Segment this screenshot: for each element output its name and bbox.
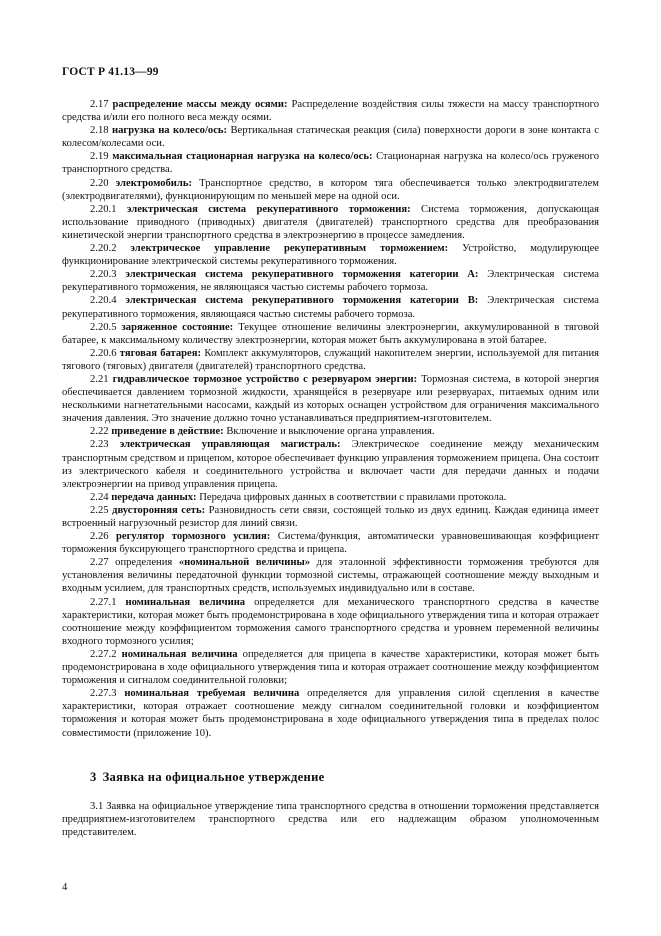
clause-number: 2.25 bbox=[90, 504, 109, 516]
clause-number: 2.22 bbox=[90, 426, 109, 438]
definition-paragraph bbox=[62, 124, 599, 150]
definition-paragraph bbox=[62, 504, 599, 530]
definition-paragraph bbox=[62, 530, 599, 556]
clause-number: 2.21 bbox=[90, 373, 109, 385]
clause-number: 2.20.6 bbox=[90, 347, 117, 359]
section-paragraph bbox=[62, 800, 599, 839]
section-number: 3 bbox=[90, 770, 97, 784]
definition-text: для эталонной эффективности торможения требуются для установления величины передаточной функции тормозной системы, отражающей соотношение между выходным и входным усилием, для транспортных средств, используемых индивидуально или в составе. bbox=[62, 557, 599, 595]
definition-paragraph bbox=[62, 596, 599, 648]
section-body bbox=[62, 800, 599, 839]
defined-term: максимальная стационарная нагрузка на колесо/ось: bbox=[112, 151, 373, 163]
defined-term: электрическая управляющая магистраль: bbox=[119, 439, 341, 451]
clause-number: 2.27.2 bbox=[90, 648, 117, 660]
definition-paragraph bbox=[62, 268, 599, 294]
definition-paragraph bbox=[62, 438, 599, 490]
definitions-body bbox=[62, 98, 599, 740]
defined-term: двусторонняя сеть: bbox=[112, 504, 206, 516]
clause-number: 2.23 bbox=[90, 439, 109, 451]
defined-term: приведение в действие: bbox=[111, 426, 224, 438]
clause-number: 2.20.2 bbox=[90, 243, 117, 255]
defined-term: номинальная величина bbox=[125, 596, 246, 608]
defined-term: тяговая батарея: bbox=[119, 347, 202, 359]
defined-term: «номинальной величины» bbox=[178, 557, 311, 569]
definition-text: Система торможения, допускающая использование приводного (приводных) двигателя (двигателей) транспортного средства для преобразования кинетической энергии транспортного средства в электроэнергию в процессе замедления. bbox=[62, 203, 600, 241]
defined-term: передача данных: bbox=[111, 491, 197, 503]
defined-term: электромобиль: bbox=[115, 177, 192, 189]
clause-number: 2.27.1 bbox=[90, 596, 117, 608]
defined-term: регулятор тормозного усилия: bbox=[116, 531, 271, 543]
defined-term: распределение массы между осями: bbox=[112, 99, 288, 110]
definition-text: Устройство, модулирующее функционирование электрической системы рекуперативного торможения. bbox=[62, 243, 599, 268]
definition-paragraph bbox=[62, 648, 599, 687]
defined-term: гидравлическое тормозное устройство с резервуаром энергии: bbox=[112, 373, 418, 385]
defined-term: электрическая система рекуперативного торможения категории В: bbox=[125, 295, 479, 307]
definition-text: Распределение воздействия силы тяжести на массу транспортного средства и/или его полного веса между осями. bbox=[62, 99, 599, 124]
defined-term: заряженное состояние: bbox=[121, 321, 234, 333]
standard-header: ГОСТ Р 41.13—99 bbox=[62, 66, 159, 78]
definition-paragraph bbox=[62, 294, 599, 320]
definition-text: определяется для механического транспортного средства в качестве характеристики, которая может быть продемонстрирована в ходе официального утверждения типа и которая отражает соотношение между коэффициентом торможения самого транспортного средства и уровнем переменной величины входного тормозного усилия; bbox=[62, 596, 599, 647]
definition-text: Стационарная нагрузка на колесо/ось груженого транспортного средства. bbox=[62, 151, 599, 176]
definition-text: Передача цифровых данных в соответствии с правилами протокола. bbox=[196, 491, 507, 503]
clause-lead-text: определения bbox=[108, 557, 179, 569]
definition-paragraph bbox=[62, 491, 599, 504]
clause-number: 2.27 bbox=[90, 557, 109, 569]
clause-number: 2.20 bbox=[90, 177, 109, 189]
clause-number: 2.17 bbox=[90, 99, 109, 110]
page-number: 4 bbox=[62, 882, 68, 893]
definition-paragraph bbox=[62, 177, 599, 203]
clause-number: 2.19 bbox=[90, 151, 109, 163]
defined-term: электрическое управление рекуперативным торможением: bbox=[130, 243, 449, 255]
clause-number: 2.27.3 bbox=[90, 688, 117, 700]
definition-text: Включение и выключение органа управления. bbox=[223, 426, 435, 438]
definition-text: Электрическая система рекуперативного торможения, являющаяся частью системы рабочего тормоза. bbox=[62, 295, 599, 320]
clause-number: 2.24 bbox=[90, 491, 109, 503]
definition-paragraph bbox=[62, 556, 599, 595]
definition-paragraph bbox=[62, 150, 599, 176]
defined-term: номинальная требуемая величина bbox=[124, 688, 300, 700]
definition-text: определяется для прицепа в качестве характеристики, которая может быть продемонстрирована в ходе официального утверждения типа и которая отражает соотношение между коэффициентом торможения и сигналом соединительной головки; bbox=[62, 648, 599, 687]
definition-paragraph bbox=[62, 687, 599, 739]
definition-text: Вертикальная статическая реакция (сила) поверхности дороги в зоне контакта с колесом/колесами оси. bbox=[62, 125, 599, 150]
defined-term: нагрузка на колесо/ось: bbox=[112, 125, 228, 137]
clause-number: 2.26 bbox=[90, 531, 109, 543]
definition-text: Электрическая система рекуперативного торможения, не являющаяся частью системы рабочего тормоза. bbox=[62, 269, 599, 294]
definition-text: Электрическое соединение между механическим транспортным средством и прицепом, которое обеспечивает функцию управления торможением прицепа. Она состоит из электрического кабеля и соединительного устройства и включает части для передачи данных и подачи электроэнергии на привод управления прицепа. bbox=[62, 439, 599, 490]
defined-term: номинальная величина bbox=[121, 648, 238, 660]
definition-paragraph bbox=[62, 321, 599, 347]
clause-text: Заявка на официальное утверждение типа транспортного средства в отношении торможения представляется предприятием-изготовителем транспортного средства или его надлежащим образом уполномоченным представителем. bbox=[62, 801, 599, 839]
definition-text: определяется для управления силой сцепления в качестве характеристики, которая отражает соотношение между сигналом соединительной головки и коэффициентом торможения и которая может быть продемонстрирована в ходе официального утверждения типа в пределах полос совместимости (приложение 10). bbox=[62, 688, 600, 739]
definition-text: Тормозная система, в которой энергия обеспечивается давлением тормозной жидкости, хранящейся в резервуаре или резервуарах, питаемых одним или несколькими нагнетательными насосами, каждый из которых оснащен устройством для ограничения максимального значения давления. Это значение должно точно устанавливаться предприятием-изготовителем. bbox=[62, 373, 600, 425]
definition-text: Текущее отношение величины электроэнергии, аккумулированной в тяговой батарее, к максимальному количеству электроэнергии, которая может быть аккумулирована в этой батарее. bbox=[62, 321, 599, 346]
definition-paragraph bbox=[62, 425, 599, 438]
definition-paragraph bbox=[62, 373, 599, 425]
defined-term: электрическая система рекуперативного торможения: bbox=[126, 203, 411, 215]
definition-text: Транспортное средство, в котором тяга обеспечивается только электродвигателем (электродвигателями), функционирующим по меньшей мере на одной оси. bbox=[62, 177, 599, 202]
definition-paragraph bbox=[62, 98, 599, 124]
definition-paragraph bbox=[62, 203, 599, 242]
definition-paragraph bbox=[62, 347, 599, 373]
clause-number: 2.20.5 bbox=[90, 321, 117, 333]
clause-number: 2.20.1 bbox=[90, 203, 117, 215]
clause-number: 2.20.4 bbox=[90, 295, 117, 307]
clause-number: 2.18 bbox=[90, 125, 109, 137]
definition-paragraph bbox=[62, 242, 599, 268]
definition-text: Комплект аккумуляторов, служащий накопителем энергии, используемой для питания тягового (тяговых) двигателя (двигателей) транспортного средства. bbox=[62, 347, 600, 372]
definition-text: Система/функция, автоматически уравновешивающая коэффициент торможения буксирующего транспортного средства и прицепа. bbox=[62, 531, 600, 556]
defined-term: электрическая система рекуперативного торможения категории А: bbox=[125, 269, 479, 281]
clause-number: 3.1 bbox=[90, 801, 104, 812]
clause-number: 2.20.3 bbox=[90, 269, 117, 281]
definition-text: Разновидность сети связи, состоящей только из двух единиц. Каждая единица имеет встроенный нагрузочный резистор для линий связи. bbox=[62, 504, 599, 529]
section-heading bbox=[90, 771, 325, 784]
section-title: Заявка на официальное утверждение bbox=[102, 770, 325, 784]
